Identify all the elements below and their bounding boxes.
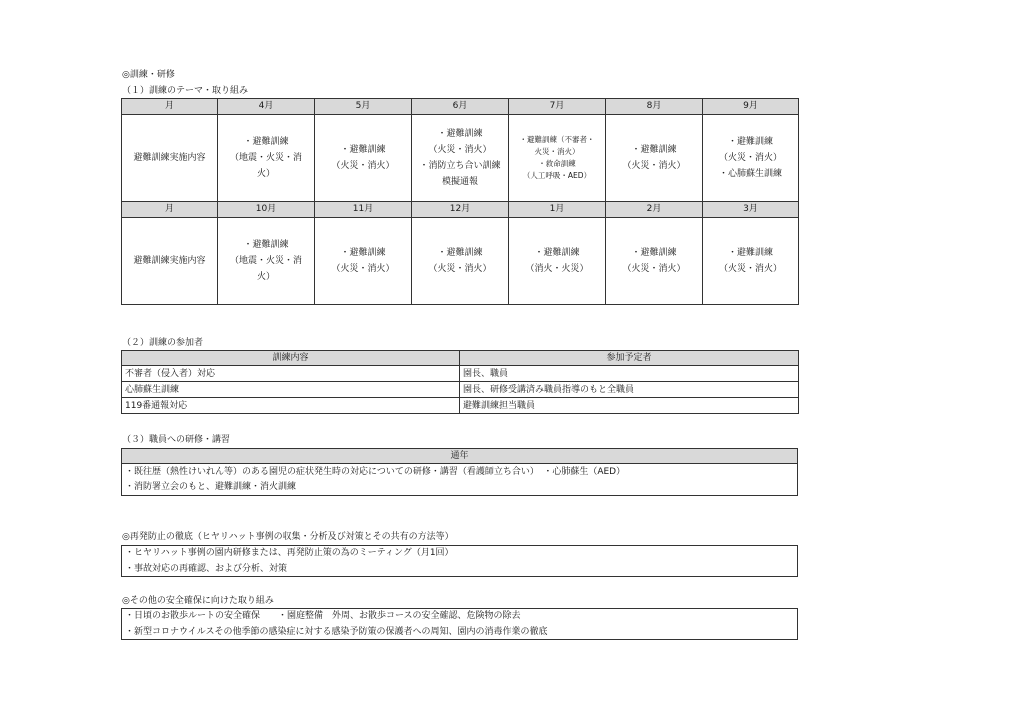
month-cell	[703, 218, 799, 305]
month-header: 3月	[703, 202, 799, 218]
month-cell	[606, 115, 703, 202]
cell-text: ・避難訓練	[437, 128, 483, 139]
cell-text: 火災・消火）	[534, 146, 580, 156]
cell-text: ・避難訓練	[727, 136, 773, 147]
schedule-content-row-2	[122, 218, 799, 305]
cell-text: ・消防立ち合い訓練	[419, 161, 501, 171]
training-content-cell: 119番通報対応	[122, 398, 460, 414]
cell-text: （火災・消火）	[718, 264, 782, 274]
list-cell	[122, 546, 798, 577]
month-cell	[412, 115, 509, 202]
cell-text: 火）	[256, 272, 275, 283]
cell-text: （火災・消火）	[718, 152, 782, 163]
list-cell	[122, 609, 798, 640]
month-cell	[218, 115, 315, 202]
staff-training-body	[122, 464, 798, 496]
cell-text: ・避難訓練	[340, 144, 386, 155]
list-cell	[122, 464, 798, 496]
column-header: 通年	[122, 449, 798, 464]
list-item: ・日頃のお散歩ルートの安全確保 ・園庭整備 外周、お散歩コースの安全確認、危険物の除去	[125, 611, 521, 622]
month-header: 7月	[509, 99, 606, 115]
month-header-label: 月	[122, 202, 218, 218]
participants-table	[121, 350, 799, 414]
section4-title: ◎再発防止の徹底（ヒヤリハット事例の収集・分析及び対策とその共有の方法等）	[122, 532, 454, 542]
cell-text: 模擬通報	[441, 177, 478, 188]
staff-training-header-row	[122, 449, 798, 464]
table-row	[122, 382, 799, 398]
other-safety-body	[122, 609, 798, 640]
month-header: 11月	[315, 202, 412, 218]
cell-text: （地震・火災・消	[229, 152, 302, 163]
cell-text: ・避難訓練	[437, 247, 483, 258]
cell-text: ・心肺蘇生訓練	[718, 169, 782, 180]
cell-text: ・避難訓練	[243, 239, 289, 250]
cell-text: ・避難訓練	[534, 247, 580, 258]
cell-text: （火災・消火）	[622, 264, 686, 274]
cell-text: （火災・消火）	[428, 144, 492, 155]
list-item: ・事故対応の再確認、および分析、対策	[125, 563, 288, 574]
other-safety-table	[121, 608, 798, 640]
cell-text: ・避難訓練	[727, 247, 773, 258]
section5-title: ◎その他の安全確保に向けた取り組み	[122, 596, 274, 606]
table-row	[122, 398, 799, 414]
schedule-content-row-1	[122, 115, 799, 202]
month-cell	[509, 115, 606, 202]
main-section-title: ◎訓練・研修	[122, 70, 175, 80]
participant-cell: 園長、職員	[460, 366, 799, 382]
participants-header-row	[122, 351, 799, 366]
prevention-body	[122, 546, 798, 577]
training-content-cell: 不審者（侵入者）対応	[122, 366, 460, 382]
cell-text: （火災・消火）	[331, 264, 395, 274]
participant-cell: 避難訓練担当職員	[460, 398, 799, 414]
month-header: 5月	[315, 99, 412, 115]
list-item: ・ヒヤリハット事例の園内研修または、再発防止策の為のミーティング（月1回）	[125, 548, 454, 559]
month-header: 9月	[703, 99, 799, 115]
schedule-header-row-2	[122, 202, 799, 218]
cell-text: ・避難訓練	[243, 136, 289, 147]
month-cell	[412, 218, 509, 305]
section1-title: （１）訓練のテーマ・取り組み	[122, 86, 249, 96]
month-cell	[509, 218, 606, 305]
column-header: 参加予定者	[460, 351, 799, 366]
month-header: 2月	[606, 202, 703, 218]
row-label: 避難訓練実施内容	[122, 218, 218, 305]
month-cell	[315, 218, 412, 305]
month-header: 10月	[218, 202, 315, 218]
month-cell	[315, 115, 412, 202]
month-header-label: 月	[122, 99, 218, 115]
month-header: 1月	[509, 202, 606, 218]
cell-text: ・避難訓練（不審者・	[519, 134, 595, 144]
column-header: 訓練内容	[122, 351, 460, 366]
month-header: 4月	[218, 99, 315, 115]
list-item: ・既往歴（熱性けいれん等）のある園児の症状発生時の対応についての研修・講習（看護師立ち合い） ・心肺蘇生（AED）	[125, 467, 626, 477]
cell-text: ・避難訓練	[340, 247, 386, 258]
staff-training-table	[121, 448, 798, 496]
month-header: 12月	[412, 202, 509, 218]
row-label: 避難訓練実施内容	[122, 115, 218, 202]
cell-text: ・救命訓練	[538, 159, 576, 168]
table-row	[122, 366, 799, 382]
list-item: ・新型コロナウイルスその他季節の感染症に対する感染予防策の保護者への周知、園内の消毒作業の徹底	[125, 626, 548, 637]
cell-text: （火災・消火）	[622, 161, 686, 171]
participant-cell: 園長、研修受講済み職員指導のもと全職員	[460, 382, 799, 398]
month-header: 8月	[606, 99, 703, 115]
prevention-table	[121, 545, 798, 577]
month-header: 6月	[412, 99, 509, 115]
cell-text: 火）	[256, 169, 275, 180]
cell-text: （火災・消火）	[428, 264, 492, 274]
cell-text: ・避難訓練	[631, 144, 677, 155]
cell-text: （人工呼吸・AED）	[522, 171, 592, 181]
month-cell	[606, 218, 703, 305]
section3-title: （３）職員への研修・講習	[122, 435, 231, 445]
month-cell	[218, 218, 315, 305]
training-content-cell: 心肺蘇生訓練	[122, 382, 460, 398]
schedule-header-row-1	[122, 99, 799, 115]
section2-title: （２）訓練の参加者	[122, 338, 204, 348]
training-schedule-table	[121, 98, 799, 305]
month-cell	[703, 115, 799, 202]
cell-text: （消火・火災）	[525, 264, 589, 274]
list-item: ・消防署立会のもと、避難訓練・消火訓練	[125, 482, 297, 493]
cell-text: （火災・消火）	[331, 161, 395, 171]
cell-text: （地震・火災・消	[229, 255, 302, 266]
cell-text: ・避難訓練	[631, 247, 677, 258]
